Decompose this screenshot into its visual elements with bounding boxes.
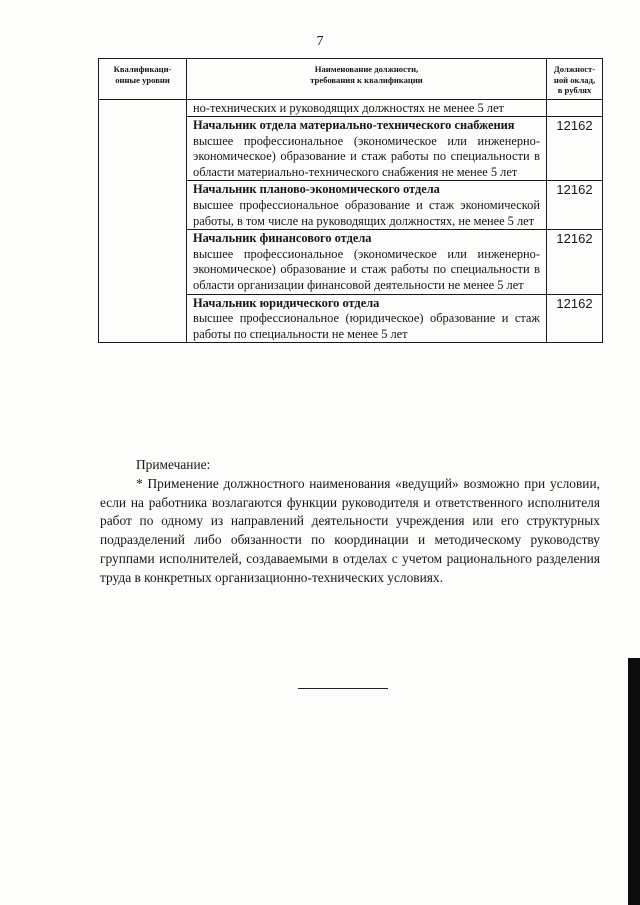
note-block bbox=[100, 456, 600, 588]
position-title: Начальник планово-экономического отдела bbox=[193, 182, 440, 197]
position-description bbox=[187, 99, 547, 117]
position-description bbox=[187, 230, 547, 294]
salary-cell bbox=[547, 99, 603, 117]
position-text: высшее профессиональное образование и стаж экономической работы, в том числе на руководящих должностях, не менее 5 лет bbox=[193, 198, 540, 228]
qualification-level-cell bbox=[99, 99, 187, 343]
note-text: * Применение должностного наименования «ведущий» возможно при условии, если на работника возлагаются функции руководителя и ответственного исполнителя работ по одному из направлений деятельности учреждения или его структурных подразделений либо обязанности по координации и методическому руководству группами исполнителей, создаваемыми в отделах с учетом рационального разделения труда в конкретных организационно-технических условиях. bbox=[100, 475, 600, 585]
header-salary: Должност- ной оклад, в рублях bbox=[547, 59, 603, 100]
separator-line bbox=[298, 688, 388, 689]
position-description bbox=[187, 117, 547, 181]
table-header-row bbox=[99, 59, 603, 100]
position-text: высшее профессиональное (экономическое или инженерно-экономическое) образование и стаж работы по специальности в области материально-технического снабжения не менее 5 лет bbox=[193, 133, 540, 179]
header-position-requirements: Наименование должности, требования к квалификации bbox=[187, 59, 547, 100]
salary-cell: 12162 bbox=[547, 294, 603, 343]
position-title: Начальник финансового отдела bbox=[193, 231, 372, 246]
header-qualification-levels: Квалификаци- онные уровни bbox=[99, 59, 187, 100]
salary-cell: 12162 bbox=[547, 117, 603, 181]
salary-cell: 12162 bbox=[547, 230, 603, 294]
page-number: 7 bbox=[316, 34, 324, 49]
position-text: высшее профессиональное (экономическое или инженерно-экономическое) образование и стаж работы по специальности в области организации финансовой деятельности не менее 5 лет bbox=[193, 246, 540, 293]
position-text: высшее профессиональное (юридическое) образование и стаж работы по специальности не менее 5 лет bbox=[193, 311, 540, 341]
position-description bbox=[187, 294, 547, 343]
position-description bbox=[187, 181, 547, 230]
position-text: но-технических и руководящих должностях не менее 5 лет bbox=[193, 100, 504, 115]
position-title: Начальник юридического отдела bbox=[193, 295, 380, 310]
salary-cell: 12162 bbox=[547, 181, 603, 230]
table-row bbox=[99, 99, 603, 117]
position-title: Начальник отдела материально-технического снабжения bbox=[193, 118, 515, 133]
scan-edge-artifact bbox=[628, 658, 640, 905]
qualification-table bbox=[98, 58, 603, 343]
note-label: Примечание: bbox=[136, 457, 211, 472]
